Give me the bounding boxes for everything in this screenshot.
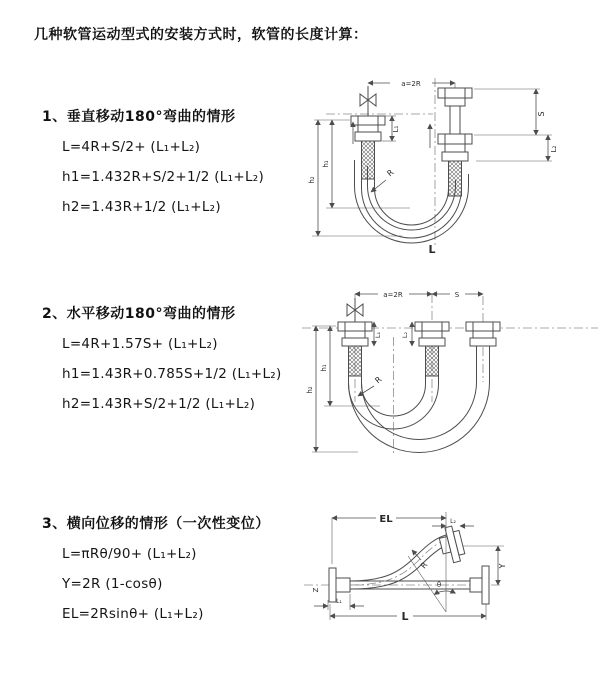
formula-length: L=4R+S/2+ (L₁+L₂): [62, 139, 201, 155]
dim-label-l2: L₂: [401, 331, 409, 339]
braided-hose-section: [426, 346, 439, 376]
formula-h2: h2=1.43R+1/2 (L₁+L₂): [62, 199, 221, 215]
angle-construction: [408, 556, 456, 612]
formula-length: L=4R+1.57S+ (L₁+L₂): [62, 336, 218, 352]
formula-el: EL=2Rsinθ+ (L₁+L₂): [62, 606, 204, 622]
dim-label-l: L: [428, 243, 436, 256]
dim-label-r: R: [373, 374, 384, 386]
section-vertical-movement: [42, 106, 264, 216]
dim-label-h1: h₁: [322, 160, 330, 168]
dim-label-l2: L₂: [550, 145, 558, 153]
dimension-l1: [374, 322, 382, 346]
dim-label-l1: L₁: [392, 125, 400, 133]
middle-flange-fitting: [415, 322, 449, 376]
left-flange-fitting: [338, 322, 372, 376]
valve-icon: [360, 86, 376, 116]
dim-label-r: R: [385, 167, 396, 179]
dim-label-r: R: [418, 560, 430, 571]
formula-length: L=πRθ/90+ (L₁+L₂): [62, 546, 197, 562]
formula-h1: h1=1.43R+0.785S+1/2 (L₁+L₂): [62, 366, 282, 382]
formula-y: Y=2R (1-cosθ): [62, 576, 163, 592]
section-2-heading: 2、水平移动180°弯曲的情形: [42, 306, 236, 322]
right-flange-fitting: [466, 322, 500, 346]
formula-h2: h2=1.43R+S/2+1/2 (L₁+L₂): [62, 396, 256, 412]
dim-label-h1: h₁: [320, 364, 328, 372]
braided-hose-section: [349, 346, 362, 376]
dim-label-h2: h₂: [306, 386, 314, 394]
section-1-heading: 1、垂直移动180°弯曲的情形: [42, 109, 236, 125]
dim-label-l1: L₁: [336, 598, 342, 605]
dim-label-el: EL: [379, 514, 393, 525]
formula-h1: h1=1.432R+S/2+1/2 (L₁+L₂): [62, 169, 265, 185]
dimension-s-l2: [474, 89, 558, 161]
dimension-a2r: [368, 80, 455, 88]
upper-flange-fitting: [437, 525, 466, 565]
dimension-l2: [401, 322, 412, 346]
dim-label-l: L: [401, 610, 409, 623]
section-horizontal-movement: [42, 303, 282, 413]
dimension-a2r: [355, 291, 432, 299]
dim-label-theta: θ: [436, 581, 442, 589]
centerlines: [326, 78, 435, 248]
dim-label-h2: h₂: [308, 176, 316, 184]
dimension-l: [330, 604, 486, 623]
dim-label-s: S: [454, 291, 460, 299]
dimension-s: [432, 291, 483, 299]
dim-label-l1: L₁: [374, 331, 382, 339]
right-lower-flange-fitting: [470, 566, 489, 604]
dim-label-a2r: a=2R: [383, 291, 403, 299]
diagram-vertical-180-bend: [300, 68, 590, 258]
right-flange-fitting-upper: [438, 88, 472, 134]
dimension-el: [332, 512, 446, 612]
section-3-heading: 3、横向位移的情形（一次性变位）: [42, 516, 270, 532]
diagram-horizontal-180-bend: [300, 282, 600, 460]
diagram-2-drawing: [300, 282, 600, 460]
left-flange-fitting: [329, 568, 350, 602]
axis-mark-z: Z: [312, 587, 320, 593]
radius-leader: [412, 550, 430, 570]
diagram-3-drawing: [300, 498, 600, 660]
hose-u-bends: [349, 346, 490, 453]
diagram-1-drawing: [300, 68, 590, 258]
dim-label-a2r: a=2R: [401, 80, 421, 88]
section-lateral-displacement: [42, 513, 270, 623]
dim-label-y: Y: [498, 563, 507, 569]
diagram-lateral-displacement: [300, 498, 600, 660]
dimension-l2: [432, 518, 474, 526]
dim-label-l2: L₂: [450, 518, 456, 525]
valve-icon: [347, 298, 363, 322]
page-title: 几种软管运动型式的安装方式时，软管的长度计算：: [34, 27, 368, 43]
dimension-l1: [314, 594, 364, 610]
dim-label-s: S: [537, 111, 546, 117]
